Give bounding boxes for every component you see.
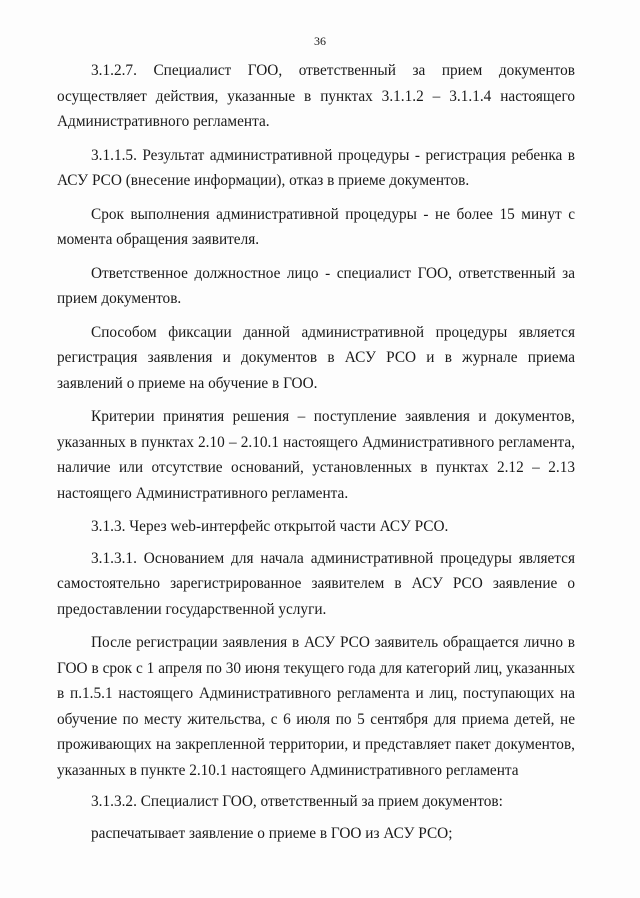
paragraph-fixation-method: Способом фиксации данной административной процедуры является регистрация заявления и документов в АСУ РСО и в журнале приема заявлений о приеме на обучение в ГОО. xyxy=(57,323,575,392)
paragraph-deadline: Срок выполнения административной процедуры - не более 15 минут с момента обращения заявителя. xyxy=(57,205,575,248)
paragraph-3-1-3-2: 3.1.3.2. Специалист ГОО, ответственный за прием документов: xyxy=(91,793,503,810)
paragraph-3-1-1-5: 3.1.1.5. Результат административной процедуры - регистрация ребенка в АСУ РСО (внесение информации), отказ в приеме документов. xyxy=(57,146,575,189)
paragraph-3-1-2-7: 3.1.2.7. Специалист ГОО, ответственный за прием документов осуществляет действия, указанные в пунктах 3.1.1.2 – 3.1.1.4 настоящего Административного регламента. xyxy=(57,62,575,130)
paragraph-3-1-3: 3.1.3. Через web-интерфейс открытой части АСУ РСО. xyxy=(91,518,449,535)
paragraph-decision-criteria: Критерии принятия решения – поступление заявления и документов, указанных в пунктах 2.10 – 2.10.1 настоящего Административного регламента, наличие или отсутствие оснований, установленных в пунктах 2.12 – 2.13 настоящего Административного регламента. xyxy=(57,408,575,502)
paragraph-responsible-person: Ответственное должностное лицо - специалист ГОО, ответственный за прием документов. xyxy=(57,264,575,307)
document-body xyxy=(57,58,575,846)
paragraph-3-1-3-1: 3.1.3.1. Основанием для начала административной процедуры является самостоятельно зарегистрированное заявителем в АСУ РСО заявление о предоставлении государственной услуги. xyxy=(57,549,575,618)
page-number: 36 xyxy=(314,34,326,48)
paragraph-after-registration: После регистрации заявления в АСУ РСО заявитель обращается лично в ГОО в срок с 1 апреля по 30 июня текущего года для категорий лиц, указанных в п.1.5.1 настоящего Административного регламента и лиц, поступающих на обучение по месту жительства, с 6 июля по 5 сентября для приема детей, не проживающих на закрепленной территории, и представляет пакет документов, указанных в пункте 2.10.1 настоящего Административного регламента xyxy=(57,634,575,779)
paragraph-prints-application: распечатывает заявление о приеме в ГОО из АСУ РСО; xyxy=(91,824,453,842)
